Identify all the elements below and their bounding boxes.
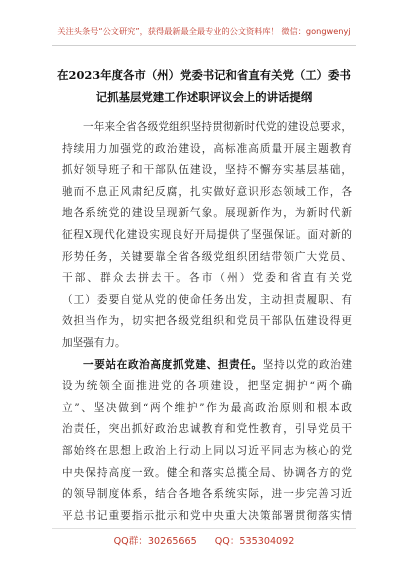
section-lead: 一要站在政治高度抓党建、担责任。: [83, 358, 263, 371]
document-body: [62, 117, 352, 527]
body-line: 驰而不息正风肃纪反腐，扎实做好意识形态领域工作，各: [62, 185, 352, 198]
body-line: 干部、群众去拼去干。各市（州）党委和省直有关党: [62, 272, 352, 285]
body-line: 的领导制度体系，结合各地各系统实际，进一步完善习近: [62, 488, 352, 501]
footer-qq-group: QQ群：30265665: [113, 536, 197, 547]
body-line: 立”、坚决做到“两个维护”作为最高政治原则和根本政: [62, 401, 352, 414]
body-line: 设为统领全面推进党的各项建设，把坚定拥护“两个确: [62, 380, 352, 393]
body-line: 中央保持高度一致。健全和落实总揽全局、协调各方的党: [62, 466, 352, 479]
body-line: 加坚强有力。: [62, 336, 126, 349]
footer-divider: [52, 528, 356, 529]
footer-qq: QQ：535304092: [214, 536, 295, 547]
body-line: 平总书记重要指示批示和党中央重大决策部署贯彻落实情: [62, 509, 352, 522]
body-line: （工）委要自觉从党的使命任务出发，主动担责履职、有: [62, 293, 352, 306]
body-line: 持续用力加强党的政治建设，高标准高质量开展主题教育: [62, 142, 352, 155]
title-line-2: 记抓基层党建工作述职评议会上的讲话提纲: [95, 90, 313, 104]
body-line: 治责任，突出抓好政治忠诚教育和党性教育，引导党员干: [62, 423, 352, 436]
body-line: 部始终在思想上政治上行动上同以习近平同志为核心的党: [62, 444, 352, 457]
section-lead-rest: 坚持以党的政治建: [262, 358, 352, 371]
body-line: 地各系统党的建设呈现新气象。展现新作为，为新时代新: [62, 207, 352, 220]
body-line: [62, 355, 352, 377]
body-line: 抓好领导班子和干部队伍建设，坚持不懈夯实基层基础，: [62, 164, 352, 177]
header-divider: [52, 45, 356, 46]
title-line-1: 在2023年度各市（州）党委书记和省直有关党（工）委书: [57, 68, 351, 82]
body-line: 效担当作为，切实把各级党组织和党员干部队伍建设得更: [62, 315, 352, 328]
document-title: [40, 64, 368, 108]
body-line: 一年来全省各级党组织坚持贯彻新时代党的建设总要求，: [83, 121, 352, 133]
header-promo: 关注头条号“公文研究”，获得最新最全最专业的公文资料库！ 微信：gongwenyj: [57, 26, 351, 36]
footer-contact: [0, 533, 408, 547]
body-line: 形势任务，关键要靠全省各级党组织团结带领广大党员、: [62, 250, 352, 263]
body-line: 征程Ⅹ现代化建设实现良好开局提供了坚强保证。面对新的: [62, 228, 352, 241]
